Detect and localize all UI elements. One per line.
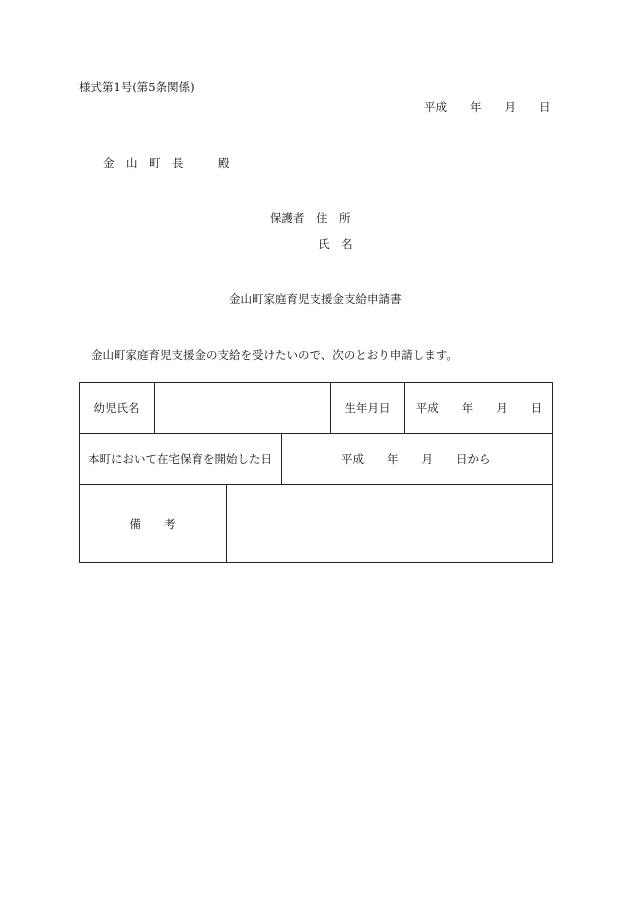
remarks-field[interactable]: [227, 484, 553, 563]
guardian-name-label: 氏 名: [318, 237, 353, 251]
remarks-label: 備 考: [129, 516, 176, 531]
child-name-label: 幼児氏名: [93, 400, 140, 415]
addressee: 金 山 町 長 殿: [103, 156, 230, 170]
child-name-field[interactable]: [155, 382, 330, 433]
form-number: 様式第1号(第5条関係): [79, 80, 195, 94]
document-title: 金山町家庭育児支援金支給申請書: [229, 292, 402, 306]
home-care-start-label: 本町において在宅保育を開始した日: [88, 451, 272, 466]
body-text: 金山町家庭育児支援金の支給を受けたいので、次のとおり申請します。: [91, 348, 458, 362]
birthdate-label: 生年月日: [344, 400, 391, 415]
application-date: 平成 年 月 日: [424, 100, 551, 114]
guardian-address-label: 保護者 住 所: [270, 211, 351, 225]
home-care-start-field[interactable]: 平成 年 月 日から: [341, 451, 491, 466]
birthdate-field[interactable]: 平成 年 月 日: [415, 400, 543, 415]
